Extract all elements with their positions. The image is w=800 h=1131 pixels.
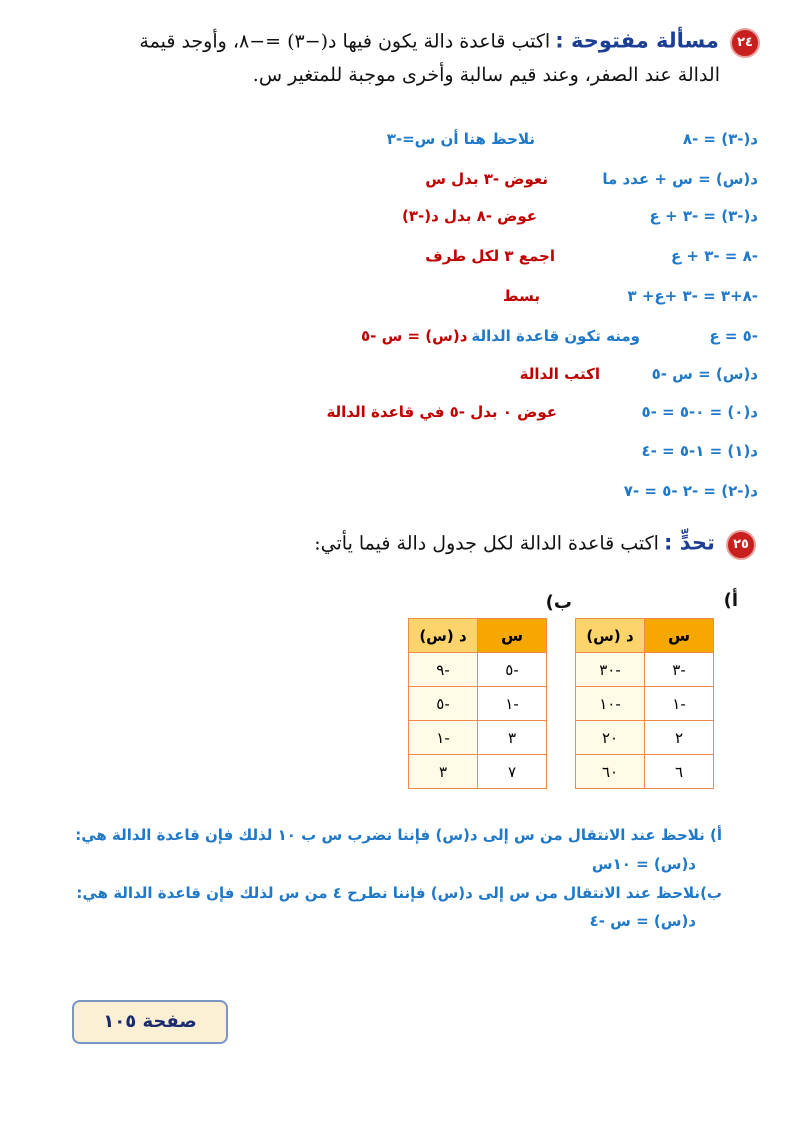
cell-f: ٦٠	[576, 755, 645, 789]
cell-f: -٩	[409, 653, 478, 687]
step-note-result: د(س) = س -٥	[360, 327, 468, 345]
cell-f: ٣	[409, 755, 478, 789]
step-equation: د(-٣) = -٣ + ع	[649, 207, 758, 225]
question-text: اكتب قاعدة الدالة لكل جدول دالة فيما يأتي:	[314, 532, 659, 555]
question-number-badge: ٢٥	[726, 530, 756, 560]
cell-x: ٢	[645, 721, 714, 755]
step-note	[425, 170, 548, 188]
step-equation: د(١) = ١-٥ = -٤	[641, 442, 758, 460]
cell-x: -١	[478, 687, 547, 721]
cell-x: ٣	[478, 721, 547, 755]
question-title: مسألة مفتوحة :	[555, 28, 719, 53]
step-note	[520, 365, 600, 383]
step-note-text: نعوض -٣ بدل س	[425, 170, 548, 188]
cell-x: -١	[645, 687, 714, 721]
question-text-line2: الدالة عند الصفر، وعند قيم سالبة وأخرى موجبة للمتغير س.	[252, 64, 720, 86]
step-note-text: اجمع ٣ لكل طرف	[425, 247, 555, 265]
cell-x: ٧	[478, 755, 547, 789]
header-f: د (س)	[409, 619, 478, 653]
answer-b-rule: د(س) = س -٤	[589, 912, 696, 930]
table-row	[409, 687, 547, 721]
answer-b-explanation: ب)نلاحظ عند الانتقال من س إلى د(س) فإننا نطرح ٤ من س لذلك فإن قاعدة الدالة هي:	[76, 884, 722, 902]
step-note	[326, 403, 557, 421]
step-equation: -٨+٣ = -٣ +ع+ ٣	[627, 287, 758, 305]
function-table-b	[408, 618, 547, 789]
cell-f: -١	[409, 721, 478, 755]
page-number-label: صفحة ١٠٥	[72, 1000, 228, 1044]
step-note-text: ومنه تكون قاعدة الدالة	[471, 327, 640, 345]
table-row	[409, 721, 547, 755]
table-a-label: أ)	[723, 590, 738, 611]
question-text: اكتب قاعدة دالة يكون فيها د(−٣) =−٨، وأوجد قيمة	[139, 30, 551, 53]
step-note	[361, 327, 640, 345]
step-note	[425, 247, 555, 265]
table-row	[576, 721, 714, 755]
step-equation: د(س) = س + عدد ما	[602, 170, 758, 188]
cell-x: -٣	[645, 653, 714, 687]
table-row	[576, 653, 714, 687]
step-equation: -٥ = ع	[709, 327, 758, 345]
header-x: س	[645, 619, 714, 653]
table-row	[576, 755, 714, 789]
question-title: تحدٍّ :	[664, 530, 715, 555]
cell-x: ٦	[645, 755, 714, 789]
question-number-badge: ٢٤	[730, 28, 760, 58]
step-note	[503, 287, 540, 305]
question-25-header	[314, 530, 756, 560]
step-note-text: اكتب الدالة	[519, 365, 600, 383]
step-note-text: بسط	[503, 287, 540, 305]
cell-f: -٣٠	[576, 653, 645, 687]
step-note	[402, 207, 537, 225]
step-note	[387, 130, 535, 148]
table-row	[576, 687, 714, 721]
step-equation: د(س) = س -٥	[651, 365, 758, 383]
table-b-label: ب)	[545, 592, 572, 613]
cell-x: -٥	[478, 653, 547, 687]
cell-f: -١٠	[576, 687, 645, 721]
step-note-text: عوض -٨ بدل د(-٣)	[402, 207, 537, 225]
step-note-text: نلاحظ هنا أن س=-٣	[386, 130, 535, 148]
header-x: س	[478, 619, 547, 653]
header-f: د (س)	[576, 619, 645, 653]
cell-f: ٢٠	[576, 721, 645, 755]
cell-f: -٥	[409, 687, 478, 721]
function-table-a	[575, 618, 714, 789]
step-equation: د(٠) = ٠-٥ = -٥	[641, 403, 758, 421]
answer-a-rule: د(س) = ١٠س	[591, 855, 696, 873]
question-24-header	[139, 28, 760, 58]
answer-a-explanation: أ) نلاحظ عند الانتقال من س إلى د(س) فإننا نضرب س ب ١٠ لذلك فإن قاعدة الدالة هي:	[75, 826, 722, 844]
step-equation: د(-٢) = -٢ -٥ = -٧	[623, 482, 758, 500]
table-row	[409, 653, 547, 687]
table-row	[409, 755, 547, 789]
step-equation: د(-٣) = -٨	[682, 130, 758, 148]
step-equation: -٨ = -٣ + ع	[670, 247, 758, 265]
step-note-text: عوض ٠ بدل -٥ في قاعدة الدالة	[326, 403, 557, 421]
